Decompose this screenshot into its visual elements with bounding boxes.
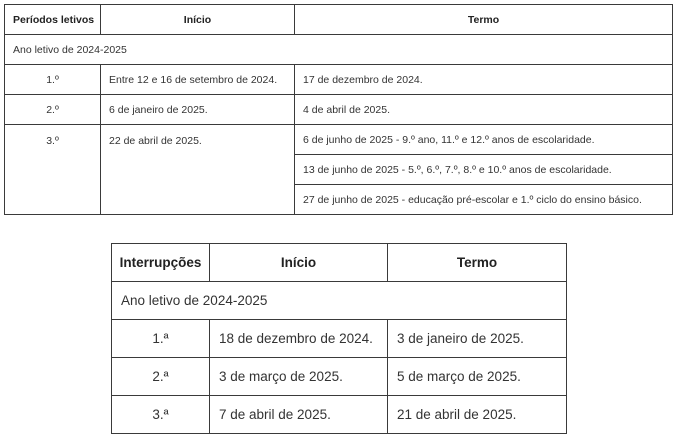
break-number: 2.ª <box>112 358 210 396</box>
period-end: 17 de dezembro de 2024. <box>295 65 673 95</box>
period-end: 6 de junho de 2025 - 9.º ano, 11.º e 12.º anos de escolaridade. <box>295 125 673 155</box>
break-end: 21 de abril de 2025. <box>388 396 567 434</box>
period-end: 4 de abril de 2025. <box>295 95 673 125</box>
school-year-row <box>112 282 567 320</box>
period-number: 1.º <box>5 65 101 95</box>
table-row <box>112 396 567 434</box>
header-end: Termo <box>388 244 567 282</box>
break-start: 7 de abril de 2025. <box>210 396 388 434</box>
table-header-row <box>5 5 673 35</box>
period-start: 6 de janeiro de 2025. <box>101 95 295 125</box>
header-periods: Períodos letivos <box>5 5 101 35</box>
table-row <box>5 125 673 155</box>
table-row <box>112 320 567 358</box>
break-number: 3.ª <box>112 396 210 434</box>
break-start: 18 de dezembro de 2024. <box>210 320 388 358</box>
period-end: 13 de junho de 2025 - 5.º, 6.º, 7.º, 8.º e 10.º anos de escolaridade. <box>295 155 673 185</box>
table-header-row <box>112 244 567 282</box>
table-row <box>5 65 673 95</box>
header-start: Início <box>210 244 388 282</box>
break-end: 5 de março de 2025. <box>388 358 567 396</box>
school-year-label: Ano letivo de 2024-2025 <box>112 282 567 320</box>
school-year-label: Ano letivo de 2024-2025 <box>5 35 673 65</box>
header-start: Início <box>101 5 295 35</box>
header-breaks: Interrupções <box>112 244 210 282</box>
period-start: 22 de abril de 2025. <box>101 125 295 215</box>
period-number: 2.º <box>5 95 101 125</box>
break-number: 1.ª <box>112 320 210 358</box>
table-row <box>112 358 567 396</box>
header-end: Termo <box>295 5 673 35</box>
school-periods-table <box>4 4 673 215</box>
period-number: 3.º <box>5 125 101 215</box>
period-end: 27 de junho de 2025 - educação pré-escolar e 1.º ciclo do ensino básico. <box>295 185 673 215</box>
period-start: Entre 12 e 16 de setembro de 2024. <box>101 65 295 95</box>
school-breaks-table <box>111 243 567 434</box>
break-end: 3 de janeiro de 2025. <box>388 320 567 358</box>
break-start: 3 de março de 2025. <box>210 358 388 396</box>
school-year-row <box>5 35 673 65</box>
table-row <box>5 95 673 125</box>
